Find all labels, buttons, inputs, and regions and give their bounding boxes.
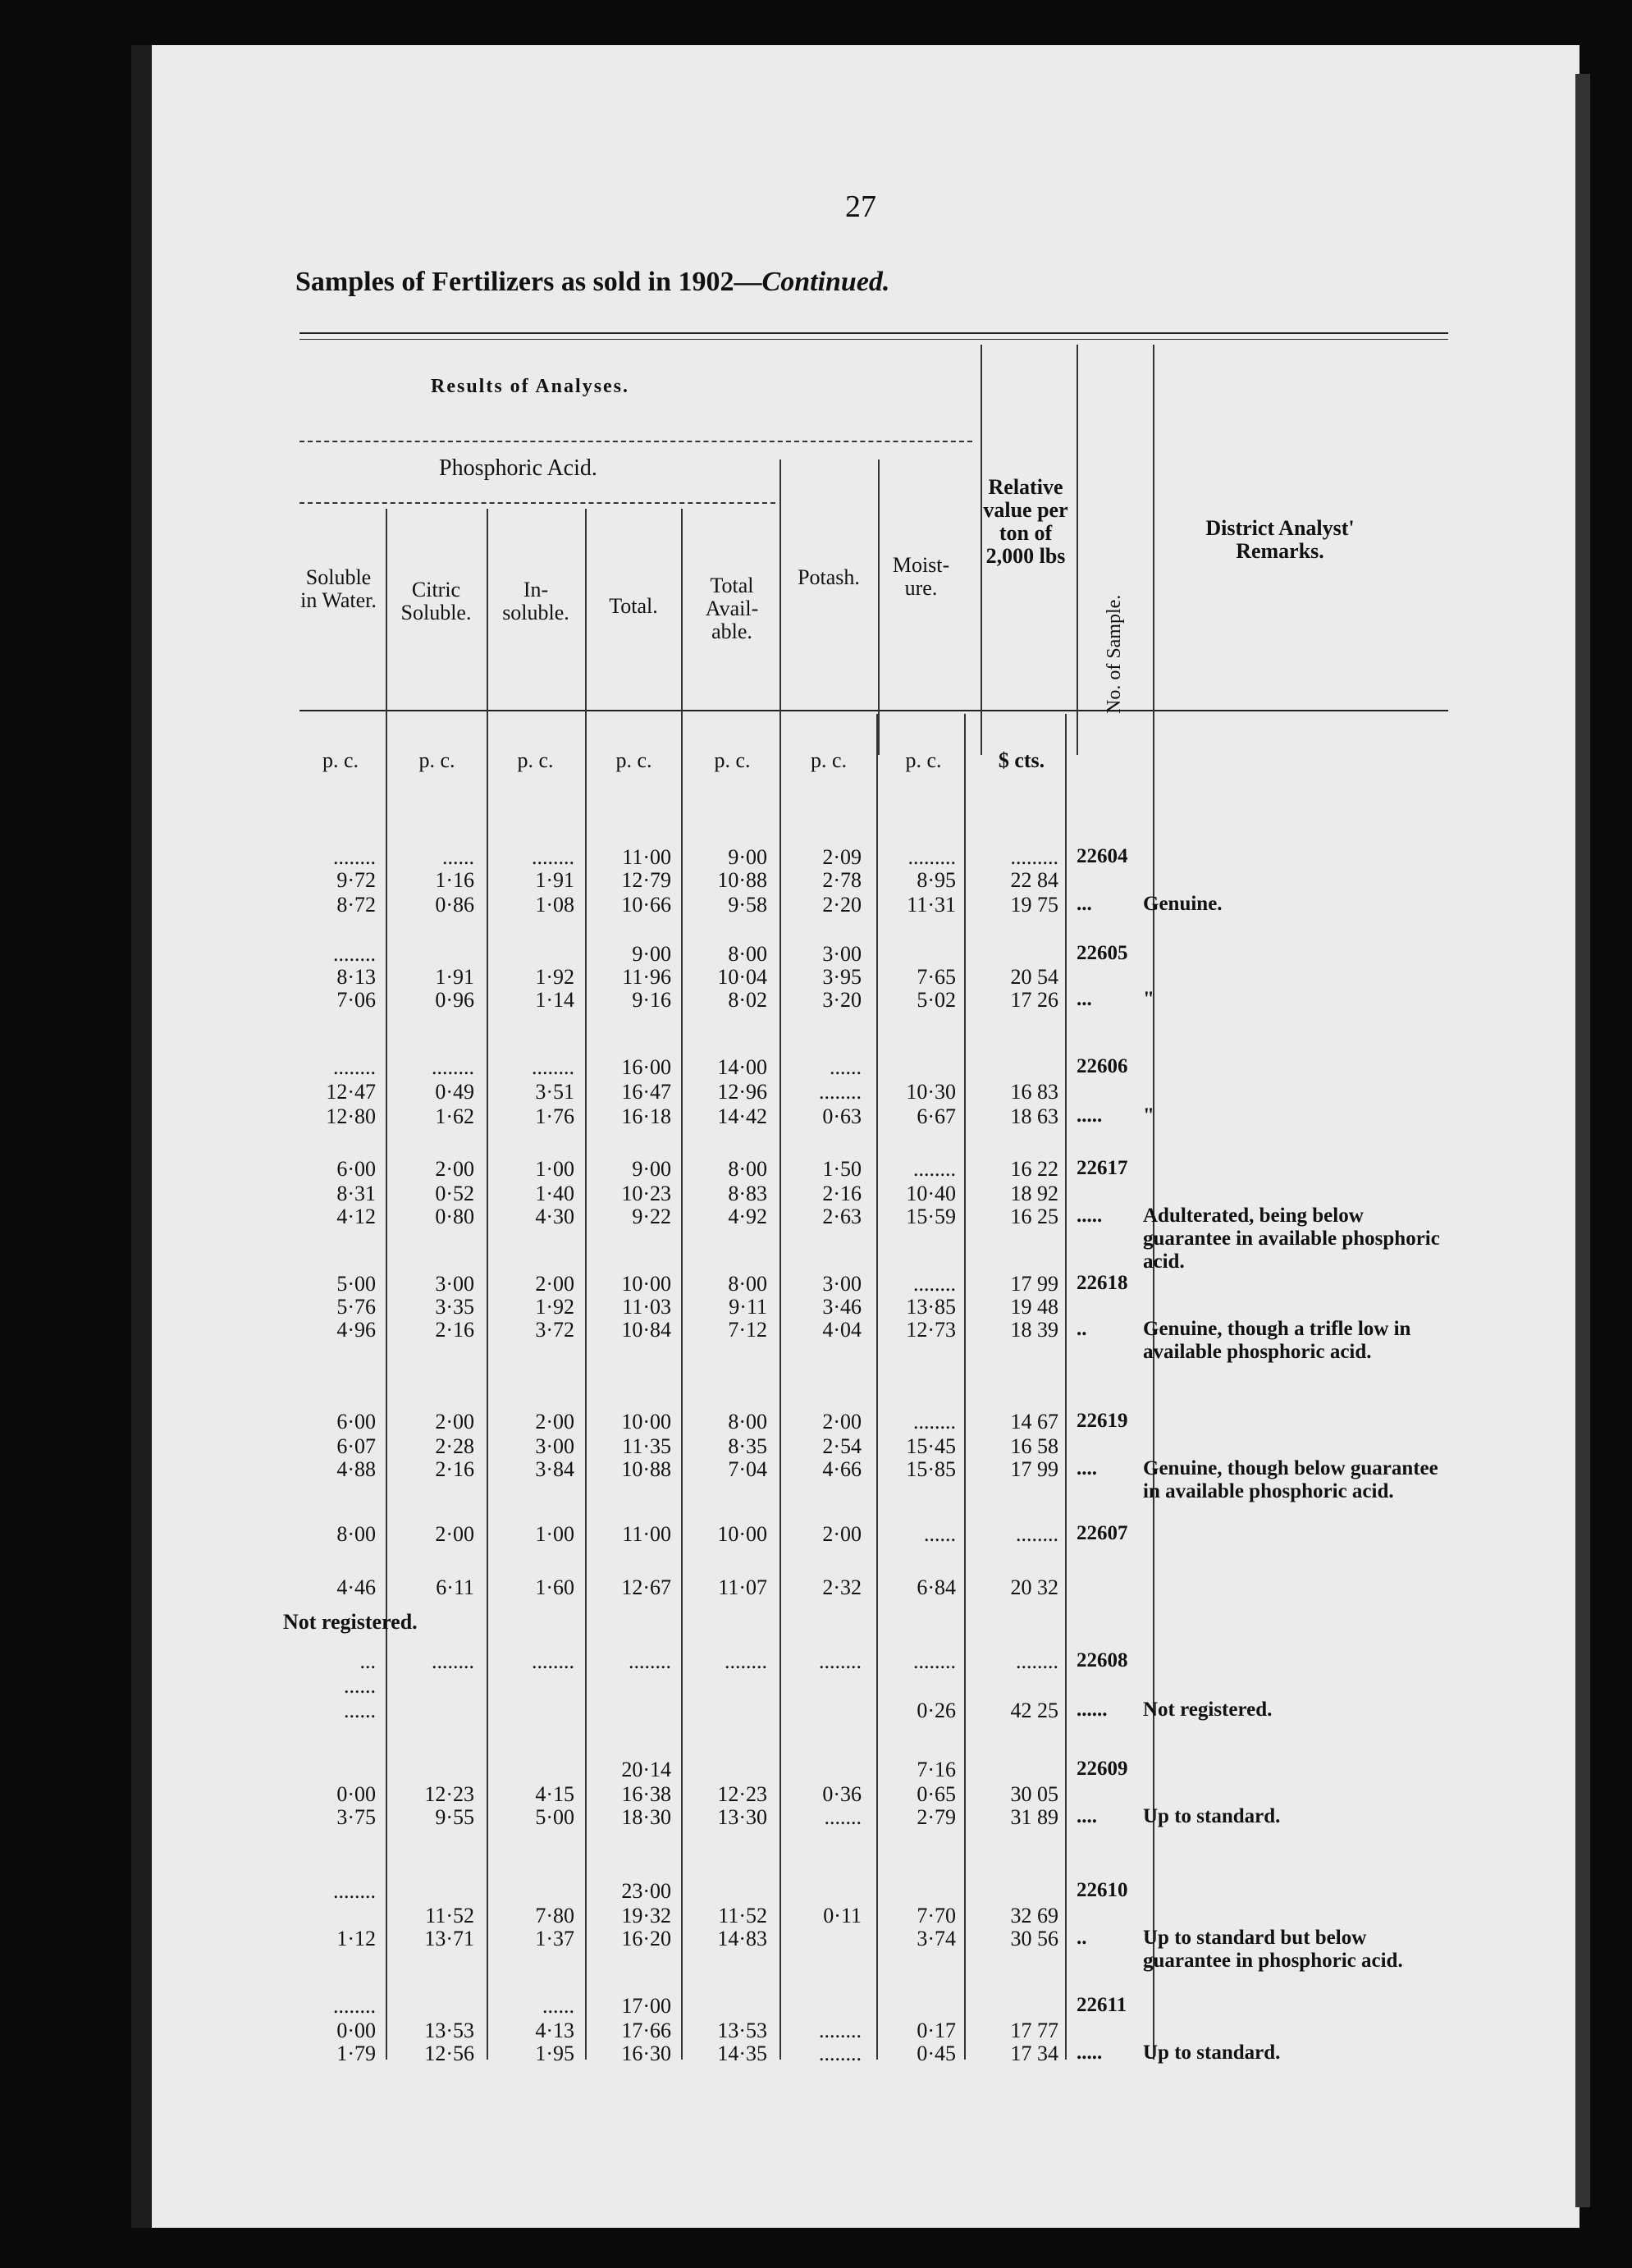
- total-available-cell: 4·92: [728, 1205, 767, 1228]
- relative-value-cell: 42 25: [1010, 1699, 1058, 1722]
- potash-cell: 2·09: [822, 845, 862, 869]
- soluble-cell: ........: [333, 1879, 376, 1903]
- moisture-cell: 7·70: [917, 1904, 956, 1927]
- potash-cell: 2·63: [822, 1205, 862, 1228]
- total-cell: 16·38: [621, 1782, 671, 1806]
- citric-cell: 2·00: [435, 1522, 474, 1546]
- unit-soluble: p. c.: [322, 748, 359, 772]
- analyst-remark: Genuine, though a trifle low in available phosphoric acid.: [1143, 1318, 1411, 1363]
- soluble-cell: 12·47: [326, 1080, 376, 1104]
- citric-cell: 12·56: [424, 2042, 474, 2065]
- col-divider: [878, 460, 880, 755]
- citric-cell: ........: [432, 1649, 474, 1673]
- insoluble-cell: 1·00: [535, 1522, 574, 1546]
- analyst-remark: ": [1143, 1104, 1154, 1127]
- col-divider: [386, 509, 387, 2060]
- total-cell: 9·00: [632, 1157, 671, 1181]
- soluble-cell: ...: [359, 1649, 376, 1673]
- potash-cell: 2·78: [822, 868, 862, 892]
- potash-cell: .......: [824, 1805, 862, 1829]
- unit-relative-value: $ cts.: [998, 748, 1045, 772]
- potash-cell: 4·04: [822, 1318, 862, 1342]
- relative-value-cell: 32 69: [1010, 1904, 1058, 1927]
- relative-value-cell: 18 92: [1010, 1182, 1058, 1205]
- soluble-cell: 9·72: [336, 868, 376, 892]
- soluble-cell: 6·07: [336, 1434, 376, 1458]
- analyst-remark: Up to standard.: [1143, 1805, 1281, 1827]
- potash-cell: 2·16: [822, 1182, 862, 1205]
- soluble-cell: 5·76: [336, 1295, 376, 1319]
- total-available-header: Total Avail-able.: [705, 574, 759, 643]
- insoluble-cell: 1·92: [535, 965, 574, 989]
- potash-cell: 2·32: [822, 1575, 862, 1599]
- col-divider: [1077, 345, 1078, 755]
- moisture-cell: ........: [913, 1649, 956, 1673]
- citric-cell: 3·00: [435, 1272, 474, 1296]
- analyst-remark: Up to standard.: [1143, 2042, 1281, 2064]
- relative-value-cell: 14 67: [1010, 1410, 1058, 1434]
- insoluble-cell: 1·14: [535, 988, 574, 1012]
- potash-cell: ......: [830, 1055, 862, 1079]
- citric-cell: 0·52: [435, 1182, 474, 1205]
- moisture-cell: 6·67: [917, 1104, 956, 1128]
- moisture-cell: 15·59: [906, 1205, 956, 1228]
- total-cell: 10·00: [621, 1410, 671, 1434]
- sample-number: ....: [1077, 1457, 1097, 1479]
- sample-number: .....: [1077, 1205, 1103, 1227]
- relative-value-cell: 18 63: [1010, 1104, 1058, 1128]
- moisture-cell: .........: [907, 845, 956, 869]
- soluble-cell: 8·72: [336, 893, 376, 917]
- moisture-cell: 15·85: [906, 1457, 956, 1481]
- soluble-cell: 1·79: [336, 2042, 376, 2065]
- insoluble-cell: ........: [532, 845, 574, 869]
- total-available-cell: 8·00: [728, 1410, 767, 1434]
- citric-cell: 0·96: [435, 988, 474, 1012]
- soluble-cell: 8·00: [336, 1522, 376, 1546]
- total-available-cell: 14·35: [717, 2042, 767, 2065]
- sample-number: ......: [1077, 1699, 1108, 1721]
- sample-number: 22605: [1077, 942, 1128, 964]
- total-cell: ........: [629, 1649, 671, 1673]
- citric-cell: 0·80: [435, 1205, 474, 1228]
- potash-cell: 3·00: [822, 942, 862, 966]
- total-available-cell: 13·53: [717, 2019, 767, 2042]
- unit-total-available: p. c.: [714, 748, 751, 772]
- potash-cell: 0·63: [822, 1104, 862, 1128]
- total-available-cell: 9·58: [728, 893, 767, 917]
- relative-value-cell: 16 58: [1010, 1434, 1058, 1458]
- relative-value-cell: 17 34: [1010, 2042, 1058, 2065]
- sample-number: ...: [1077, 988, 1092, 1010]
- soluble-header: Soluble in Water.: [300, 565, 377, 612]
- relative-value-cell: 17 77: [1010, 2019, 1058, 2042]
- insoluble-cell: 1·60: [535, 1575, 574, 1599]
- total-available-cell: 9·11: [729, 1295, 767, 1319]
- total-available-cell: 8·35: [728, 1434, 767, 1458]
- total-cell: 10·00: [621, 1272, 671, 1296]
- total-cell: 10·88: [621, 1457, 671, 1481]
- moisture-cell: 0·65: [917, 1782, 956, 1806]
- citric-cell: 2·28: [435, 1434, 474, 1458]
- relative-value-cell: 20 32: [1010, 1575, 1058, 1599]
- unit-citric: p. c.: [418, 748, 455, 772]
- insoluble-cell: 3·00: [535, 1434, 574, 1458]
- potash-cell: 3·95: [822, 965, 862, 989]
- relative-value-cell: 18 39: [1010, 1318, 1058, 1342]
- potash-cell: ........: [819, 1080, 862, 1104]
- page-right-edge: [1575, 74, 1590, 2207]
- total-cell: 19·32: [621, 1904, 671, 1927]
- moisture-cell: 10·30: [906, 1080, 956, 1104]
- soluble-cell: 4·46: [336, 1575, 376, 1599]
- total-available-cell: 7·04: [728, 1457, 767, 1481]
- citric-cell: 12·23: [424, 1782, 474, 1806]
- moisture-cell: 3·74: [917, 1927, 956, 1950]
- citric-cell: 11·52: [425, 1904, 474, 1927]
- potash-cell: 4·66: [822, 1457, 862, 1481]
- insoluble-header: In-soluble.: [502, 578, 569, 624]
- total-available-cell: 11·52: [718, 1904, 767, 1927]
- soluble-cell: 4·96: [336, 1318, 376, 1342]
- total-available-cell: 12·96: [717, 1080, 767, 1104]
- sample-number: 22619: [1077, 1410, 1128, 1432]
- insoluble-cell: 1·95: [535, 2042, 574, 2065]
- total-available-cell: 9·00: [728, 845, 767, 869]
- total-cell: 18·30: [621, 1805, 671, 1829]
- total-cell: 17·00: [621, 1994, 671, 2018]
- page-number: 27: [845, 190, 876, 224]
- col-divider: [964, 714, 966, 2060]
- insoluble-cell: 5·00: [535, 1805, 574, 1829]
- potash-header: Potash.: [798, 565, 860, 589]
- total-cell: 12·67: [621, 1575, 671, 1599]
- relative-value-cell: 19 48: [1010, 1295, 1058, 1319]
- total-available-cell: 8·02: [728, 988, 767, 1012]
- citric-cell: 6·11: [436, 1575, 474, 1599]
- soluble-cell: 8·13: [336, 965, 376, 989]
- total-cell: 11·35: [622, 1434, 671, 1458]
- total-available-cell: 8·00: [728, 1272, 767, 1296]
- citric-cell: 0·86: [435, 893, 474, 917]
- citric-header: Citric Soluble.: [400, 578, 472, 624]
- moisture-cell: ........: [913, 1272, 956, 1296]
- insoluble-cell: 3·72: [535, 1318, 574, 1342]
- insoluble-cell: ......: [542, 1994, 574, 2018]
- col-divider: [1065, 714, 1067, 2060]
- unit-insoluble: p. c.: [517, 748, 554, 772]
- soluble-cell: 5·00: [336, 1272, 376, 1296]
- unit-moisture: p. c.: [905, 748, 942, 772]
- total-cell: 9·16: [632, 988, 671, 1012]
- relative-value-cell: 16 22: [1010, 1157, 1058, 1181]
- potash-cell: 2·00: [822, 1522, 862, 1546]
- moisture-cell: 13·85: [906, 1295, 956, 1319]
- total-cell: 11·96: [622, 965, 671, 989]
- unit-potash: p. c.: [810, 748, 848, 772]
- soluble-cell: 4·88: [336, 1457, 376, 1481]
- soluble-cell: 0·00: [336, 2019, 376, 2042]
- sample-number: 22604: [1077, 845, 1128, 867]
- total-available-cell: 8·00: [728, 1157, 767, 1181]
- sample-number: ..: [1077, 1927, 1087, 1949]
- insoluble-cell: 7·80: [535, 1904, 574, 1927]
- soluble-cell: 12·80: [326, 1104, 376, 1128]
- sample-number: ..: [1077, 1318, 1087, 1340]
- unit-total: p. c.: [615, 748, 652, 772]
- citric-cell: 9·55: [435, 1805, 474, 1829]
- relative-value-header: Relative value per ton of 2,000 lbs: [983, 475, 1068, 568]
- moisture-cell: ........: [913, 1410, 956, 1434]
- relative-value-cell: 30 56: [1010, 1927, 1058, 1950]
- sample-number: 22606: [1077, 1055, 1128, 1077]
- moisture-cell: 8·95: [917, 868, 956, 892]
- soluble-cell: ........: [333, 1994, 376, 2018]
- total-available-cell: 10·88: [717, 868, 767, 892]
- top-rule-2: [299, 339, 1448, 340]
- results-rule: [299, 441, 972, 442]
- relative-value-cell: 17 26: [1010, 988, 1058, 1012]
- moisture-cell: 10·40: [906, 1182, 956, 1205]
- soluble-cell: ......: [344, 1674, 376, 1698]
- moisture-cell: 0·26: [917, 1699, 956, 1722]
- relative-value-cell: 16 25: [1010, 1205, 1058, 1228]
- soluble-cell: 6·00: [336, 1410, 376, 1434]
- page-title: [295, 267, 889, 298]
- soluble-cell: 1·12: [336, 1927, 376, 1950]
- insoluble-cell: 3·84: [535, 1457, 574, 1481]
- potash-cell: 1·50: [822, 1157, 862, 1181]
- total-available-cell: 8·83: [728, 1182, 767, 1205]
- moisture-cell: ......: [924, 1522, 956, 1546]
- soluble-cell: ........: [333, 942, 376, 966]
- remarks-header: District Analyst' Remarks.: [1205, 516, 1355, 563]
- sample-number: 22617: [1077, 1157, 1128, 1179]
- col-divider: [681, 509, 683, 2060]
- soluble-cell: 0·00: [336, 1782, 376, 1806]
- analyst-remark: Genuine.: [1143, 893, 1223, 915]
- soluble-cell: 8·31: [336, 1182, 376, 1205]
- moisture-cell: 0·45: [917, 2042, 956, 2065]
- citric-cell: 13·71: [424, 1927, 474, 1950]
- potash-cell: 3·20: [822, 988, 862, 1012]
- sample-number-header: No. of Sample.: [1104, 594, 1125, 714]
- total-cell: 10·66: [621, 893, 671, 917]
- total-cell: 23·00: [621, 1879, 671, 1903]
- insoluble-cell: 1·37: [535, 1927, 574, 1950]
- sample-number: 22609: [1077, 1758, 1128, 1780]
- col-divider: [585, 509, 587, 2060]
- moisture-cell: 7·16: [917, 1758, 956, 1781]
- insoluble-cell: ........: [532, 1649, 574, 1673]
- sample-number: 22611: [1077, 1994, 1127, 2016]
- sample-number: ....: [1077, 1805, 1097, 1827]
- moisture-cell: 6·84: [917, 1575, 956, 1599]
- total-cell: 16·00: [621, 1055, 671, 1079]
- sample-number: 22610: [1077, 1879, 1128, 1901]
- relative-value-cell: 19 75: [1010, 893, 1058, 917]
- relative-value-cell: ........: [1016, 1649, 1058, 1673]
- relative-value-cell: 22 84: [1010, 868, 1058, 892]
- total-cell: 10·23: [621, 1182, 671, 1205]
- soluble-cell: 4·12: [336, 1205, 376, 1228]
- not-registered-note: Not registered.: [283, 1610, 418, 1634]
- total-cell: 9·22: [632, 1205, 671, 1228]
- insoluble-cell: 1·92: [535, 1295, 574, 1319]
- soluble-cell: 7·06: [336, 988, 376, 1012]
- total-cell: 10·84: [621, 1318, 671, 1342]
- total-available-cell: 11·07: [718, 1575, 767, 1599]
- sample-number: 22608: [1077, 1649, 1128, 1671]
- relative-value-cell: .........: [1010, 845, 1058, 869]
- sample-number: 22618: [1077, 1272, 1128, 1294]
- insoluble-cell: 1·76: [535, 1104, 574, 1128]
- insoluble-cell: 2·00: [535, 1272, 574, 1296]
- analyst-remark: Adulterated, being below guarantee in available phosphoric acid.: [1143, 1205, 1440, 1273]
- title-main: Samples of Fertilizers as sold in 1902—: [295, 267, 762, 297]
- soluble-cell: ........: [333, 1055, 376, 1079]
- relative-value-cell: 30 05: [1010, 1782, 1058, 1806]
- total-available-cell: ........: [725, 1649, 767, 1673]
- total-available-cell: 13·30: [717, 1805, 767, 1829]
- insoluble-cell: 4·30: [535, 1205, 574, 1228]
- relative-value-cell: 31 89: [1010, 1805, 1058, 1829]
- col-divider: [487, 509, 488, 2060]
- moisture-cell: 5·02: [917, 988, 956, 1012]
- citric-cell: 1·62: [435, 1104, 474, 1128]
- insoluble-cell: 1·00: [535, 1157, 574, 1181]
- total-cell: 16·18: [621, 1104, 671, 1128]
- total-cell: 17·66: [621, 2019, 671, 2042]
- total-available-cell: 14·83: [717, 1927, 767, 1950]
- citric-cell: 0·49: [435, 1080, 474, 1104]
- potash-cell: 2·00: [822, 1410, 862, 1434]
- phosphoric-header: Phosphoric Acid.: [439, 455, 597, 481]
- soluble-cell: 3·75: [336, 1805, 376, 1829]
- citric-cell: 1·91: [435, 965, 474, 989]
- soluble-cell: 6·00: [336, 1157, 376, 1181]
- citric-cell: 1·16: [435, 868, 474, 892]
- citric-cell: ......: [442, 845, 474, 869]
- insoluble-cell: 2·00: [535, 1410, 574, 1434]
- potash-cell: 2·54: [822, 1434, 862, 1458]
- potash-cell: ........: [819, 2019, 862, 2042]
- total-available-cell: 8·00: [728, 942, 767, 966]
- insoluble-cell: 1·40: [535, 1182, 574, 1205]
- title-continued: Continued.: [761, 267, 890, 297]
- total-cell: 11·03: [622, 1295, 671, 1319]
- relative-value-cell: 17 99: [1010, 1457, 1058, 1481]
- top-rule: [299, 332, 1448, 334]
- moisture-cell: 2·79: [917, 1805, 956, 1829]
- analyst-remark: Genuine, though below guarantee in available phosphoric acid.: [1143, 1457, 1438, 1502]
- header-bottom-rule: [299, 710, 1448, 711]
- col-divider: [1153, 345, 1154, 2060]
- total-cell: 20·14: [621, 1758, 671, 1781]
- potash-cell: ........: [819, 2042, 862, 2065]
- total-available-cell: 14·42: [717, 1104, 767, 1128]
- insoluble-cell: ........: [532, 1055, 574, 1079]
- insoluble-cell: 4·15: [535, 1782, 574, 1806]
- moisture-cell: 15·45: [906, 1434, 956, 1458]
- moisture-header: Moist-ure.: [892, 553, 950, 600]
- citric-cell: 2·00: [435, 1157, 474, 1181]
- moisture-cell: 0·17: [917, 2019, 956, 2042]
- total-cell: 16·20: [621, 1927, 671, 1950]
- relative-value-cell: 20 54: [1010, 965, 1058, 989]
- total-available-cell: 10·04: [717, 965, 767, 989]
- analyst-remark: Up to standard but below guarantee in phosphoric acid.: [1143, 1927, 1403, 1972]
- moisture-cell: 12·73: [906, 1318, 956, 1342]
- total-cell: 11·00: [622, 1522, 671, 1546]
- potash-cell: 2·20: [822, 893, 862, 917]
- total-available-cell: 14·00: [717, 1055, 767, 1079]
- col-divider: [876, 714, 878, 2060]
- total-header: Total.: [609, 594, 658, 618]
- total-available-cell: 7·12: [728, 1318, 767, 1342]
- total-available-cell: 12·23: [717, 1782, 767, 1806]
- total-cell: 16·30: [621, 2042, 671, 2065]
- total-cell: 11·00: [622, 845, 671, 869]
- insoluble-cell: 3·51: [535, 1080, 574, 1104]
- total-cell: 12·79: [621, 868, 671, 892]
- citric-cell: ........: [432, 1055, 474, 1079]
- total-available-cell: 10·00: [717, 1522, 767, 1546]
- relative-value-cell: 17 99: [1010, 1272, 1058, 1296]
- results-header: Results of Analyses.: [431, 376, 630, 397]
- total-cell: 9·00: [632, 942, 671, 966]
- binding-edge: [131, 45, 154, 2228]
- sample-number: .....: [1077, 1104, 1103, 1127]
- moisture-cell: ........: [913, 1157, 956, 1181]
- total-cell: 16·47: [621, 1080, 671, 1104]
- relative-value-cell: 16 83: [1010, 1080, 1058, 1104]
- relative-value-cell: ........: [1016, 1522, 1058, 1546]
- sample-number: 22607: [1077, 1522, 1128, 1544]
- potash-cell: 3·00: [822, 1272, 862, 1296]
- soluble-cell: ........: [333, 845, 376, 869]
- insoluble-cell: 1·91: [535, 868, 574, 892]
- potash-cell: ........: [819, 1649, 862, 1673]
- citric-cell: 2·16: [435, 1457, 474, 1481]
- phosphoric-rule: [299, 502, 775, 504]
- potash-cell: 3·46: [822, 1295, 862, 1319]
- citric-cell: 3·35: [435, 1295, 474, 1319]
- insoluble-cell: 1·08: [535, 893, 574, 917]
- citric-cell: 2·16: [435, 1318, 474, 1342]
- potash-cell: 0·36: [822, 1782, 862, 1806]
- analyst-remark: Not registered.: [1143, 1699, 1273, 1721]
- analyst-remark: ": [1143, 988, 1154, 1010]
- moisture-cell: 11·31: [907, 893, 956, 917]
- citric-cell: 13·53: [424, 2019, 474, 2042]
- moisture-cell: 7·65: [917, 965, 956, 989]
- potash-cell: 0·11: [823, 1904, 862, 1927]
- sample-number: ...: [1077, 893, 1092, 915]
- sample-number: .....: [1077, 2042, 1103, 2064]
- col-divider: [779, 460, 781, 2060]
- insoluble-cell: 4·13: [535, 2019, 574, 2042]
- citric-cell: 2·00: [435, 1410, 474, 1434]
- soluble-cell: ......: [344, 1699, 376, 1722]
